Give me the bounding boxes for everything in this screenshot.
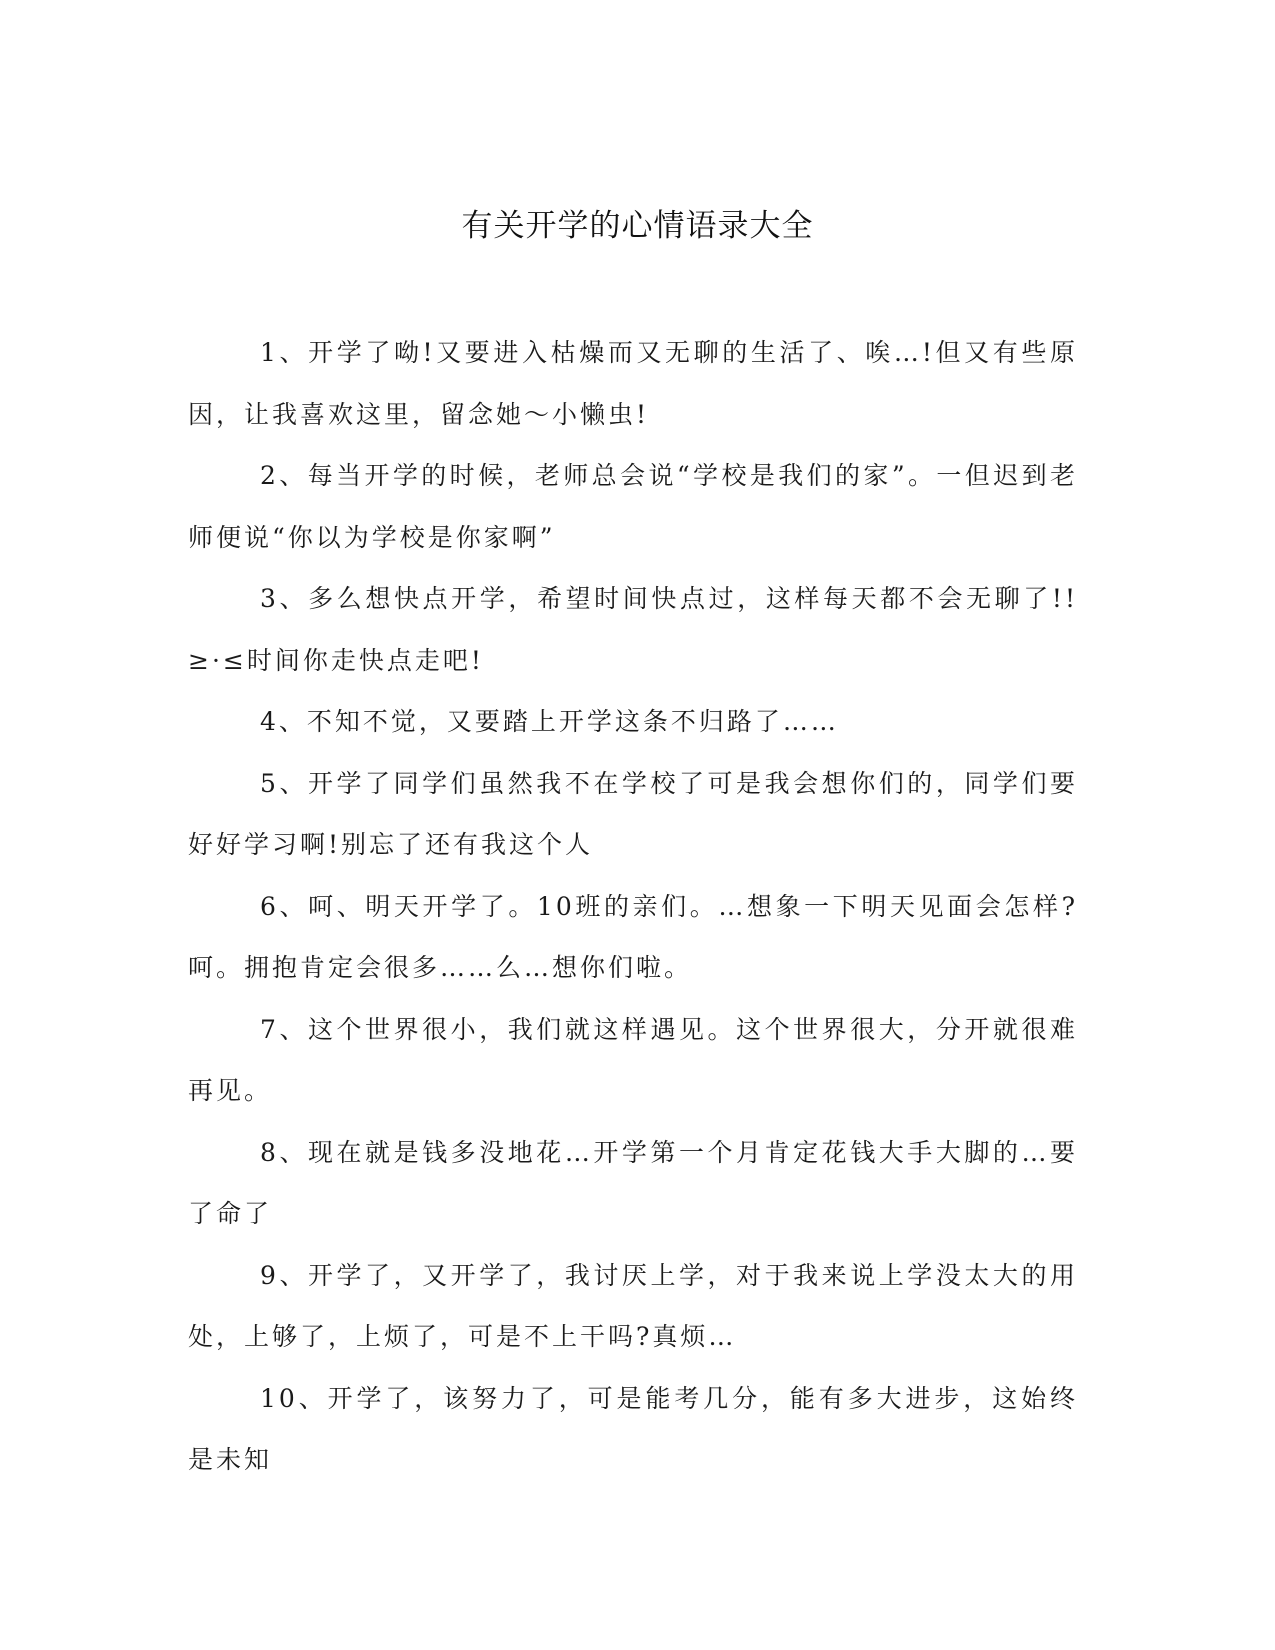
paragraph-6: 6、呵、明天开学了。10班的亲们。…想象一下明天见面会怎样?呵。拥抱肯定会很多……么…想你们啦。	[188, 891, 1078, 982]
paragraph-7: 7、这个世界很小，我们就这样遇见。这个世界很大，分开就很难再见。	[188, 1014, 1078, 1105]
paragraph-8: 8、现在就是钱多没地花…开学第一个月肯定花钱大手大脚的…要了命了	[188, 1137, 1078, 1228]
document-title: 有关开学的心情语录大全	[461, 208, 814, 244]
paragraph-10: 10、开学了，该努力了，可是能考几分，能有多大进步，这始终是未知	[188, 1383, 1078, 1474]
document-body	[188, 322, 1078, 1491]
paragraph-2: 2、每当开学的时候，老师总会说“学校是我们的家”。一但迟到老师便说“你以为学校是你家啊”	[188, 461, 1078, 552]
paragraph-4: 4、不知不觉，又要踏上开学这条不归路了……	[260, 707, 839, 736]
paragraph-1: 1、开学了呦!又要进入枯燥而又无聊的生活了、唉…!但又有些原因，让我喜欢这里，留念她～小懒虫!	[188, 338, 1078, 429]
paragraph-5: 5、开学了同学们虽然我不在学校了可是我会想你们的，同学们要好好学习啊!别忘了还有我这个人	[188, 768, 1078, 859]
paragraph-9: 9、开学了，又开学了，我讨厌上学，对于我来说上学没太大的用处，上够了，上烦了，可是不上干吗?真烦…	[188, 1260, 1078, 1351]
paragraph-3: 3、多么想快点开学，希望时间快点过，这样每天都不会无聊了!!≥·≤时间你走快点走吧!	[188, 584, 1078, 675]
